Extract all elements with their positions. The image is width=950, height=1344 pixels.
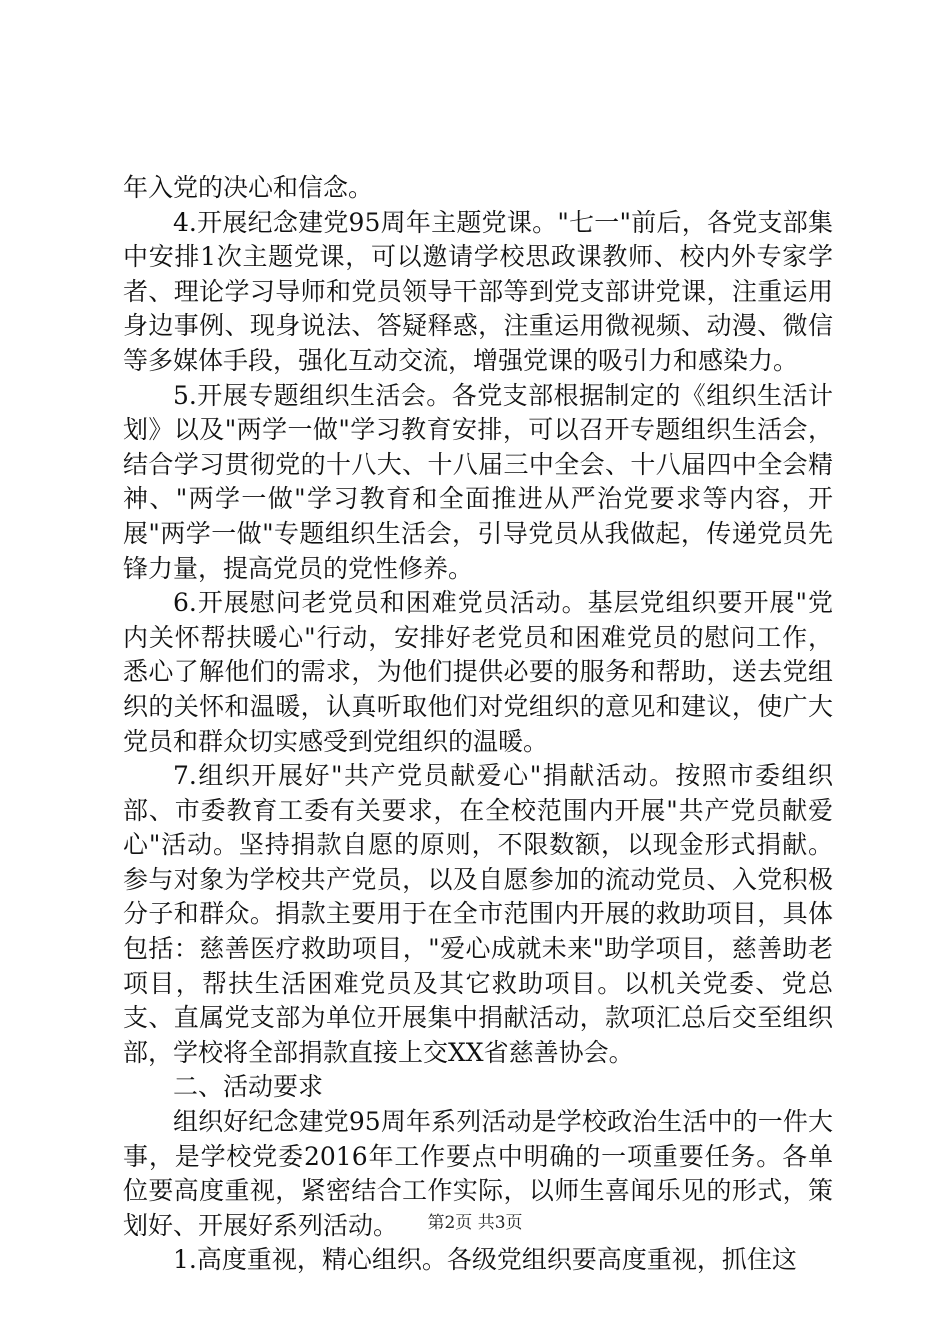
- document-body: [123, 171, 833, 1278]
- paragraph-4: 7.组织开展好"共产党员献爱心"捐献活动。按照市委组织部、市委教育工委有关要求，在全校范围内开展"共产党员献爱心"活动。坚持捐款自愿的原则，不限数额，以现金形式捐献。参与对象为学校共产党员，以及自愿参加的流动党员、入党积极分子和群众。捐款主要用于在全市范围内开展的救助项目，具体包括：慈善医疗救助项目，"爱心成就未来"助学项目，慈善助老项目，帮扶生活困难党员及其它救助项目。以机关党委、党总支、直属党支部为单位开展集中捐献活动，款项汇总后交至组织部，学校将全部捐款直接上交XX省慈善协会。: [123, 761, 833, 1067]
- paragraph-6: 组织好纪念建党95周年系列活动是学校政治生活中的一件大事，是学校党委2016年工作要点中明确的一项重要任务。各单位要高度重视，紧密结合工作实际，以师生喜闻乐见的形式，策划好、开展好系列活动。: [123, 1107, 833, 1240]
- paragraph-3: 6.开展慰问老党员和困难党员活动。基层党组织要开展"党内关怀帮扶暖心"行动，安排好老党员和困难党员的慰问工作，悉心了解他们的需求，为他们提供必要的服务和帮助，送去党组织的关怀和温暖，认真听取他们对党组织的意见和建议，使广大党员和群众切实感受到党组织的温暖。: [123, 588, 833, 756]
- section-heading: 二、活动要求: [173, 1072, 324, 1102]
- paragraph-1: 4.开展纪念建党95周年主题党课。"七一"前后，各党支部集中安排1次主题党课，可以邀请学校思政课教师、校内外专家学者、理论学习导师和党员领导干部等到党支部讲党课，注重运用身边事例、现身说法、答疑释惑，注重运用微视频、动漫、微信等多媒体手段，强化互动交流，增强党课的吸引力和感染力。: [123, 207, 833, 375]
- paragraph-0: 年入党的决心和信念。: [123, 173, 374, 202]
- page-number-footer: 第2页 共3页: [427, 1213, 523, 1233]
- paragraph-7: 1.高度重视，精心组织。各级党组织要高度重视，抓住这: [173, 1245, 797, 1275]
- paragraph-2: 5.开展专题组织生活会。各党支部根据制定的《组织生活计划》以及"两学一做"学习教育安排，可以召开专题组织生活会，结合学习贯彻党的十八大、十八届三中全会、十八届四中全会精神、"两学一做"学习教育和全面推进从严治党要求等内容，开展"两学一做"专题组织生活会，引导党员从我做起，传递党员先锋力量，提高党员的党性修养。: [123, 380, 833, 583]
